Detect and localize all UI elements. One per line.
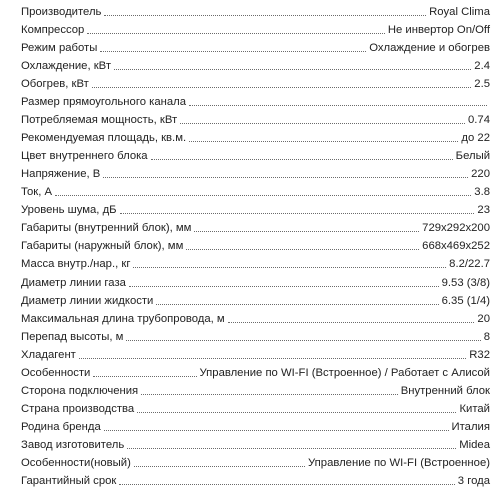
spec-row (0, 217, 497, 235)
spec-row (0, 452, 497, 470)
spec-row (0, 434, 497, 452)
dotted-leader (189, 105, 487, 106)
spec-row (0, 344, 497, 362)
spec-label: Родина бренда (21, 420, 101, 433)
dotted-leader (156, 304, 438, 305)
spec-row (0, 199, 497, 217)
dotted-leader (87, 33, 385, 34)
spec-label: Производитель (21, 6, 102, 19)
dotted-leader (228, 322, 475, 323)
spec-value: 9.53 (3/8) (441, 276, 490, 289)
dotted-leader (189, 141, 458, 142)
dotted-leader (194, 231, 419, 232)
spec-label: Габариты (наружный блок), мм (21, 240, 184, 253)
dotted-leader (104, 15, 426, 16)
spec-value: Охлаждение и обогрев (369, 42, 490, 55)
dotted-leader (186, 249, 419, 250)
spec-row (0, 470, 497, 488)
spec-row (0, 73, 497, 91)
dotted-leader (127, 448, 456, 449)
dotted-leader (114, 69, 471, 70)
spec-label: Охлаждение, кВт (21, 60, 111, 73)
spec-label: Потребляемая мощность, кВт (21, 114, 178, 127)
spec-label: Сторона подключения (21, 384, 139, 397)
spec-label: Рекомендуемая площадь, кв.м. (21, 132, 187, 145)
spec-value: Италия (451, 420, 490, 433)
dotted-leader (141, 394, 398, 395)
spec-label: Уровень шума, дБ (21, 204, 117, 217)
spec-label: Диаметр линии жидкости (21, 294, 154, 307)
spec-value: 729x292x200 (422, 222, 490, 235)
spec-row (0, 308, 497, 326)
spec-row (0, 398, 497, 416)
spec-value: 20 (477, 312, 490, 325)
dotted-leader (93, 376, 196, 377)
spec-value: 6.35 (1/4) (441, 294, 490, 307)
spec-value: 668x469x252 (422, 240, 490, 253)
spec-label: Перепад высоты, м (21, 330, 124, 343)
dotted-leader (79, 358, 466, 359)
spec-row (0, 1, 497, 19)
spec-row (0, 326, 497, 344)
spec-value: 2.4 (474, 60, 490, 73)
spec-row (0, 37, 497, 55)
dotted-leader (92, 87, 472, 88)
dotted-leader (55, 195, 471, 196)
spec-row (0, 91, 497, 109)
spec-row (0, 290, 497, 308)
spec-value: 220 (471, 168, 490, 181)
dotted-leader (129, 286, 439, 287)
spec-row (0, 271, 497, 289)
dotted-leader (119, 484, 454, 485)
spec-row (0, 181, 497, 199)
dotted-leader (103, 177, 468, 178)
spec-label: Хладагент (21, 348, 76, 361)
spec-row (0, 416, 497, 434)
spec-value: 3 года (457, 474, 490, 487)
dotted-leader (137, 412, 456, 413)
spec-value: 2.5 (474, 78, 490, 91)
spec-value: Не инвертор On/Off (387, 24, 490, 37)
spec-label: Страна производства (21, 402, 135, 415)
spec-label: Цвет внутреннего блока (21, 150, 148, 163)
dotted-leader (120, 213, 475, 214)
dotted-leader (180, 123, 465, 124)
dotted-leader (134, 466, 305, 467)
spec-value: 0.74 (468, 114, 490, 127)
spec-value: 3.8 (474, 186, 490, 199)
spec-value: Китай (459, 402, 490, 415)
spec-value: R32 (469, 348, 490, 361)
spec-value: до 22 (461, 132, 490, 145)
spec-row (0, 163, 497, 181)
dotted-leader (104, 430, 449, 431)
spec-value: 23 (477, 204, 490, 217)
spec-label: Напряжение, В (21, 168, 101, 181)
spec-row (0, 109, 497, 127)
spec-row (0, 380, 497, 398)
spec-value: Управление по WI-FI (Встроенное) / Работает с Алисой (199, 366, 490, 379)
spec-value: Royal Clima (429, 6, 490, 19)
spec-value: Внутренний блок (400, 384, 490, 397)
spec-row (0, 55, 497, 73)
spec-label: Максимальная длина трубопровода, м (21, 312, 225, 325)
spec-label: Особенности (21, 366, 91, 379)
spec-row (0, 127, 497, 145)
spec-value: 8.2/22.7 (449, 258, 490, 271)
spec-value: Управление по WI-FI (Встроенное) (308, 456, 490, 469)
spec-label: Диаметр линии газа (21, 276, 126, 289)
spec-row (0, 145, 497, 163)
spec-row (0, 362, 497, 380)
spec-label: Размер прямоугольного канала (21, 96, 186, 109)
spec-label: Габариты (внутренний блок), мм (21, 222, 192, 235)
spec-value: 8 (483, 330, 490, 343)
dotted-leader (100, 51, 366, 52)
spec-value: Midea (459, 438, 490, 451)
spec-label: Гарантийный срок (21, 474, 117, 487)
spec-label: Завод изготовитель (21, 438, 125, 451)
spec-label: Масса внутр./нар., кг (21, 258, 131, 271)
spec-row (0, 19, 497, 37)
spec-label: Обогрев, кВт (21, 78, 89, 91)
spec-value: Белый (455, 150, 490, 163)
spec-label: Ток, А (21, 186, 53, 199)
dotted-leader (126, 340, 480, 341)
dotted-leader (151, 159, 453, 160)
dotted-leader (133, 267, 446, 268)
spec-label: Компрессор (21, 24, 85, 37)
spec-row (0, 235, 497, 253)
spec-row (0, 253, 497, 271)
spec-label: Особенности(новый) (21, 456, 131, 469)
spec-label: Режим работы (21, 42, 98, 55)
